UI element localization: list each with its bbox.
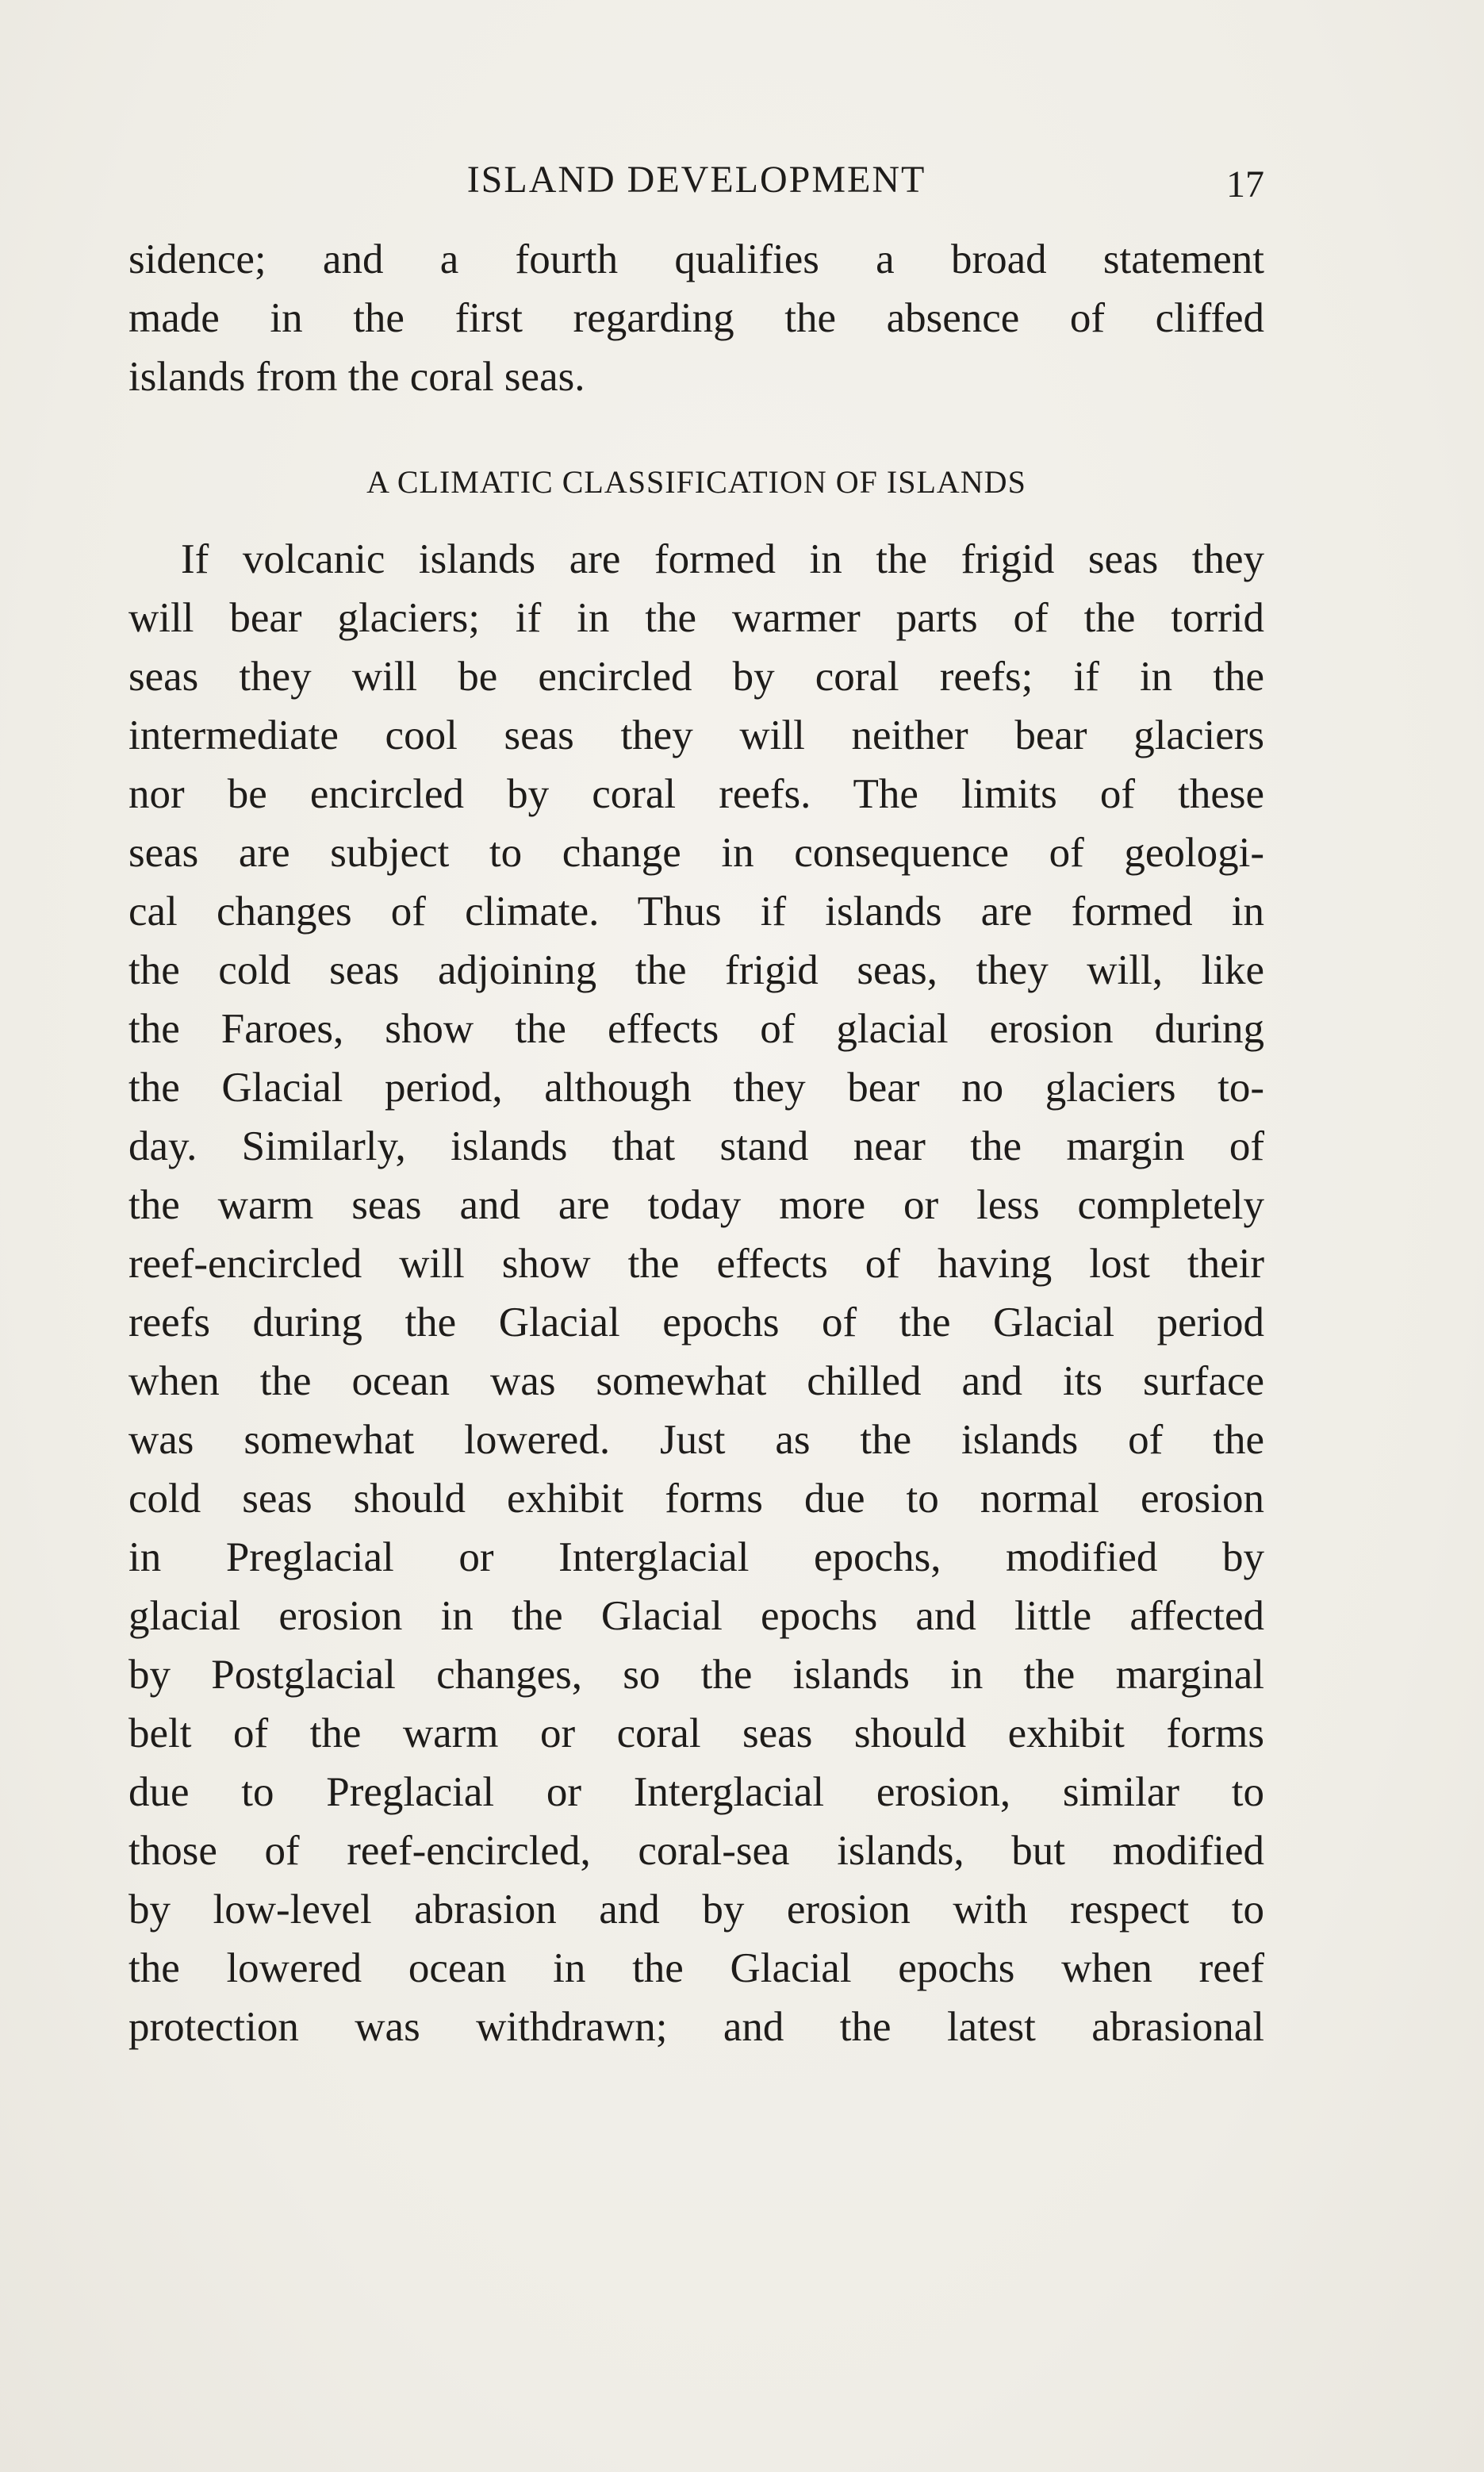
text-line: glacial erosion in the Glacial epochs and little affected bbox=[128, 1593, 1264, 1639]
text-line: made in the first regarding the absence of cliffed bbox=[128, 295, 1264, 341]
text-line: seas they will be encircled by coral reefs; if in the bbox=[128, 654, 1264, 700]
text-line: the cold seas adjoining the frigid seas, they will, like bbox=[128, 947, 1264, 993]
text-line: sidence; and a fourth qualifies a broad statement bbox=[128, 236, 1264, 282]
text-line: the lowered ocean in the Glacial epochs when reef bbox=[128, 1945, 1264, 1991]
text-line: the Glacial period, although they bear no glaciers to- bbox=[128, 1065, 1264, 1111]
text-line: the warm seas and are today more or less completely bbox=[128, 1182, 1264, 1228]
text-line: due to Preglacial or Interglacial erosion, similar to bbox=[128, 1769, 1264, 1815]
text-line: in Preglacial or Interglacial epochs, modified by bbox=[128, 1534, 1264, 1580]
text-line: day. Similarly, islands that stand near the margin of bbox=[128, 1123, 1264, 1169]
text-line: cal changes of climate. Thus if islands are formed in bbox=[128, 889, 1264, 935]
text-line: when the ocean was somewhat chilled and its surface bbox=[128, 1358, 1264, 1404]
text-line: was somewhat lowered. Just as the islands of the bbox=[128, 1417, 1264, 1463]
running-title: ISLAND DEVELOPMENT bbox=[466, 159, 926, 201]
text-line: seas are subject to change in consequence of geologi- bbox=[128, 830, 1264, 876]
page-number: 17 bbox=[1226, 163, 1264, 205]
text-line: those of reef-encircled, coral-sea islands, but modified bbox=[128, 1828, 1264, 1874]
text-line: will bear glaciers; if in the warmer parts of the torrid bbox=[128, 595, 1264, 641]
section-paragraph bbox=[128, 530, 1264, 2056]
text-line: cold seas should exhibit forms due to normal erosion bbox=[128, 1476, 1264, 1522]
running-head bbox=[128, 152, 1264, 208]
text-line: reefs during the Glacial epochs of the Glacial period bbox=[128, 1299, 1264, 1345]
text-line: nor be encircled by coral reefs. The limits of these bbox=[128, 771, 1264, 817]
text-line: protection was withdrawn; and the latest abrasional bbox=[128, 2004, 1264, 2050]
continued-paragraph bbox=[128, 230, 1264, 406]
text-line: the Faroes, show the effects of glacial erosion during bbox=[128, 1006, 1264, 1052]
text-line: by Postglacial changes, so the islands in the marginal bbox=[128, 1652, 1264, 1698]
text-line: reef-encircled will show the effects of having lost their bbox=[128, 1241, 1264, 1287]
text-line: belt of the warm or coral seas should exhibit forms bbox=[128, 1710, 1264, 1756]
text-line: islands from the coral seas. bbox=[128, 354, 585, 400]
section-heading: A CLIMATIC CLASSIFICATION OF ISLANDS bbox=[366, 464, 1026, 500]
text-line: If volcanic islands are formed in the frigid seas they bbox=[181, 536, 1264, 582]
text-line: by low-level abrasion and by erosion with respect to bbox=[128, 1887, 1264, 1933]
text-line: intermediate cool seas they will neither bear glaciers bbox=[128, 712, 1264, 758]
